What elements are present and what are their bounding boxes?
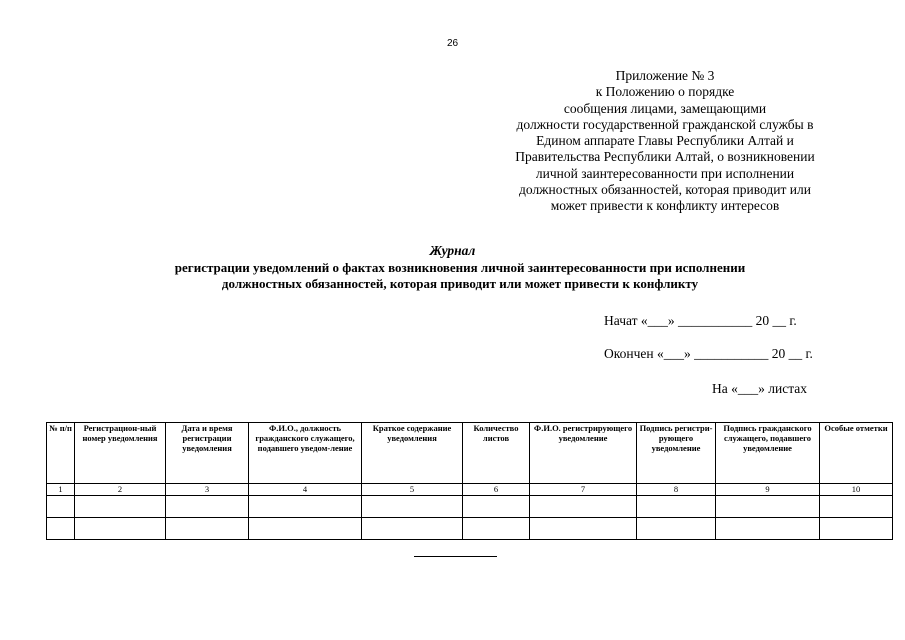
appendix-line: к Положению о порядке — [595, 84, 735, 100]
table-header-row — [47, 423, 893, 484]
column-number: 5 — [362, 484, 463, 496]
column-number: 2 — [75, 484, 166, 496]
appendix-line: личной заинтересованности при исполнении — [535, 165, 795, 181]
appendix-block — [480, 68, 850, 215]
table-cell — [166, 496, 249, 518]
ended-dateline: Окончен «___» ___________ 20 __ г. — [604, 346, 813, 361]
table-cell — [362, 518, 463, 540]
table-cell — [637, 496, 716, 518]
journal-subtitle-line: регистрации уведомлений о фактах возникновения личной заинтересованности при исполнении — [174, 260, 746, 275]
appendix-line: должностных обязанностей, которая приводит или — [519, 182, 811, 198]
table-cell — [637, 518, 716, 540]
table-cell — [530, 496, 637, 518]
table-cell — [716, 496, 820, 518]
table-cell — [249, 518, 362, 540]
table-cell — [75, 496, 166, 518]
table-row — [47, 518, 893, 540]
column-header: Дата и время регистрации уведомления — [166, 423, 249, 484]
appendix-line: сообщения лицами, замещающими — [563, 100, 767, 116]
column-number: 8 — [637, 484, 716, 496]
table-cell — [820, 518, 893, 540]
table-cell — [166, 518, 249, 540]
journal-subtitle — [90, 260, 830, 292]
appendix-line: должности государственной гражданской службы в — [516, 116, 814, 132]
column-header: Подпись регистри-рующего уведомление — [637, 423, 716, 484]
column-header: Количество листов — [463, 423, 530, 484]
started-dateline: Начат «___» ___________ 20 __ г. — [604, 313, 797, 328]
column-header: Ф.И.О., должность гражданского служащего, подавшего уведом-ление — [249, 423, 362, 484]
table-cell — [463, 518, 530, 540]
column-header: Краткое содержание уведомления — [362, 423, 463, 484]
table-cell — [820, 496, 893, 518]
appendix-line: Приложение № 3 — [615, 68, 715, 83]
table-cell — [47, 518, 75, 540]
sheets-count-line: На «___» листах — [712, 381, 808, 396]
table-cell — [530, 518, 637, 540]
table-cell — [463, 496, 530, 518]
table-cell — [716, 518, 820, 540]
column-number: 1 — [47, 484, 75, 496]
column-number: 6 — [463, 484, 530, 496]
column-number: 3 — [166, 484, 249, 496]
column-header: Ф.И.О. регистрирующего уведомление — [530, 423, 637, 484]
column-number: 10 — [820, 484, 893, 496]
table-cell — [362, 496, 463, 518]
journal-title: Журнал — [429, 243, 476, 258]
appendix-line: может привести к конфликту интересов — [550, 198, 780, 214]
column-header: Подпись гражданского служащего, подавшего уведомление — [716, 423, 820, 484]
column-header: Регистрацион-ный номер уведомления — [75, 423, 166, 484]
table-cell — [75, 518, 166, 540]
column-number: 9 — [716, 484, 820, 496]
column-header: Особые отметки — [820, 423, 893, 484]
appendix-line: Едином аппарате Главы Республики Алтай и — [536, 133, 794, 149]
footer-separator-line — [414, 556, 497, 557]
journal-subtitle-line: должностных обязанностей, которая приводит или может привести к конфликту — [221, 276, 699, 291]
column-header: № п/п — [47, 423, 75, 484]
column-number-row — [47, 484, 893, 496]
column-number: 4 — [249, 484, 362, 496]
column-number: 7 — [530, 484, 637, 496]
registration-table — [46, 422, 893, 540]
table-cell — [47, 496, 75, 518]
page-number: 26 — [446, 38, 459, 49]
table-cell — [249, 496, 362, 518]
table-row — [47, 496, 893, 518]
appendix-line: Правительства Республики Алтай, о возникновении — [515, 149, 815, 165]
